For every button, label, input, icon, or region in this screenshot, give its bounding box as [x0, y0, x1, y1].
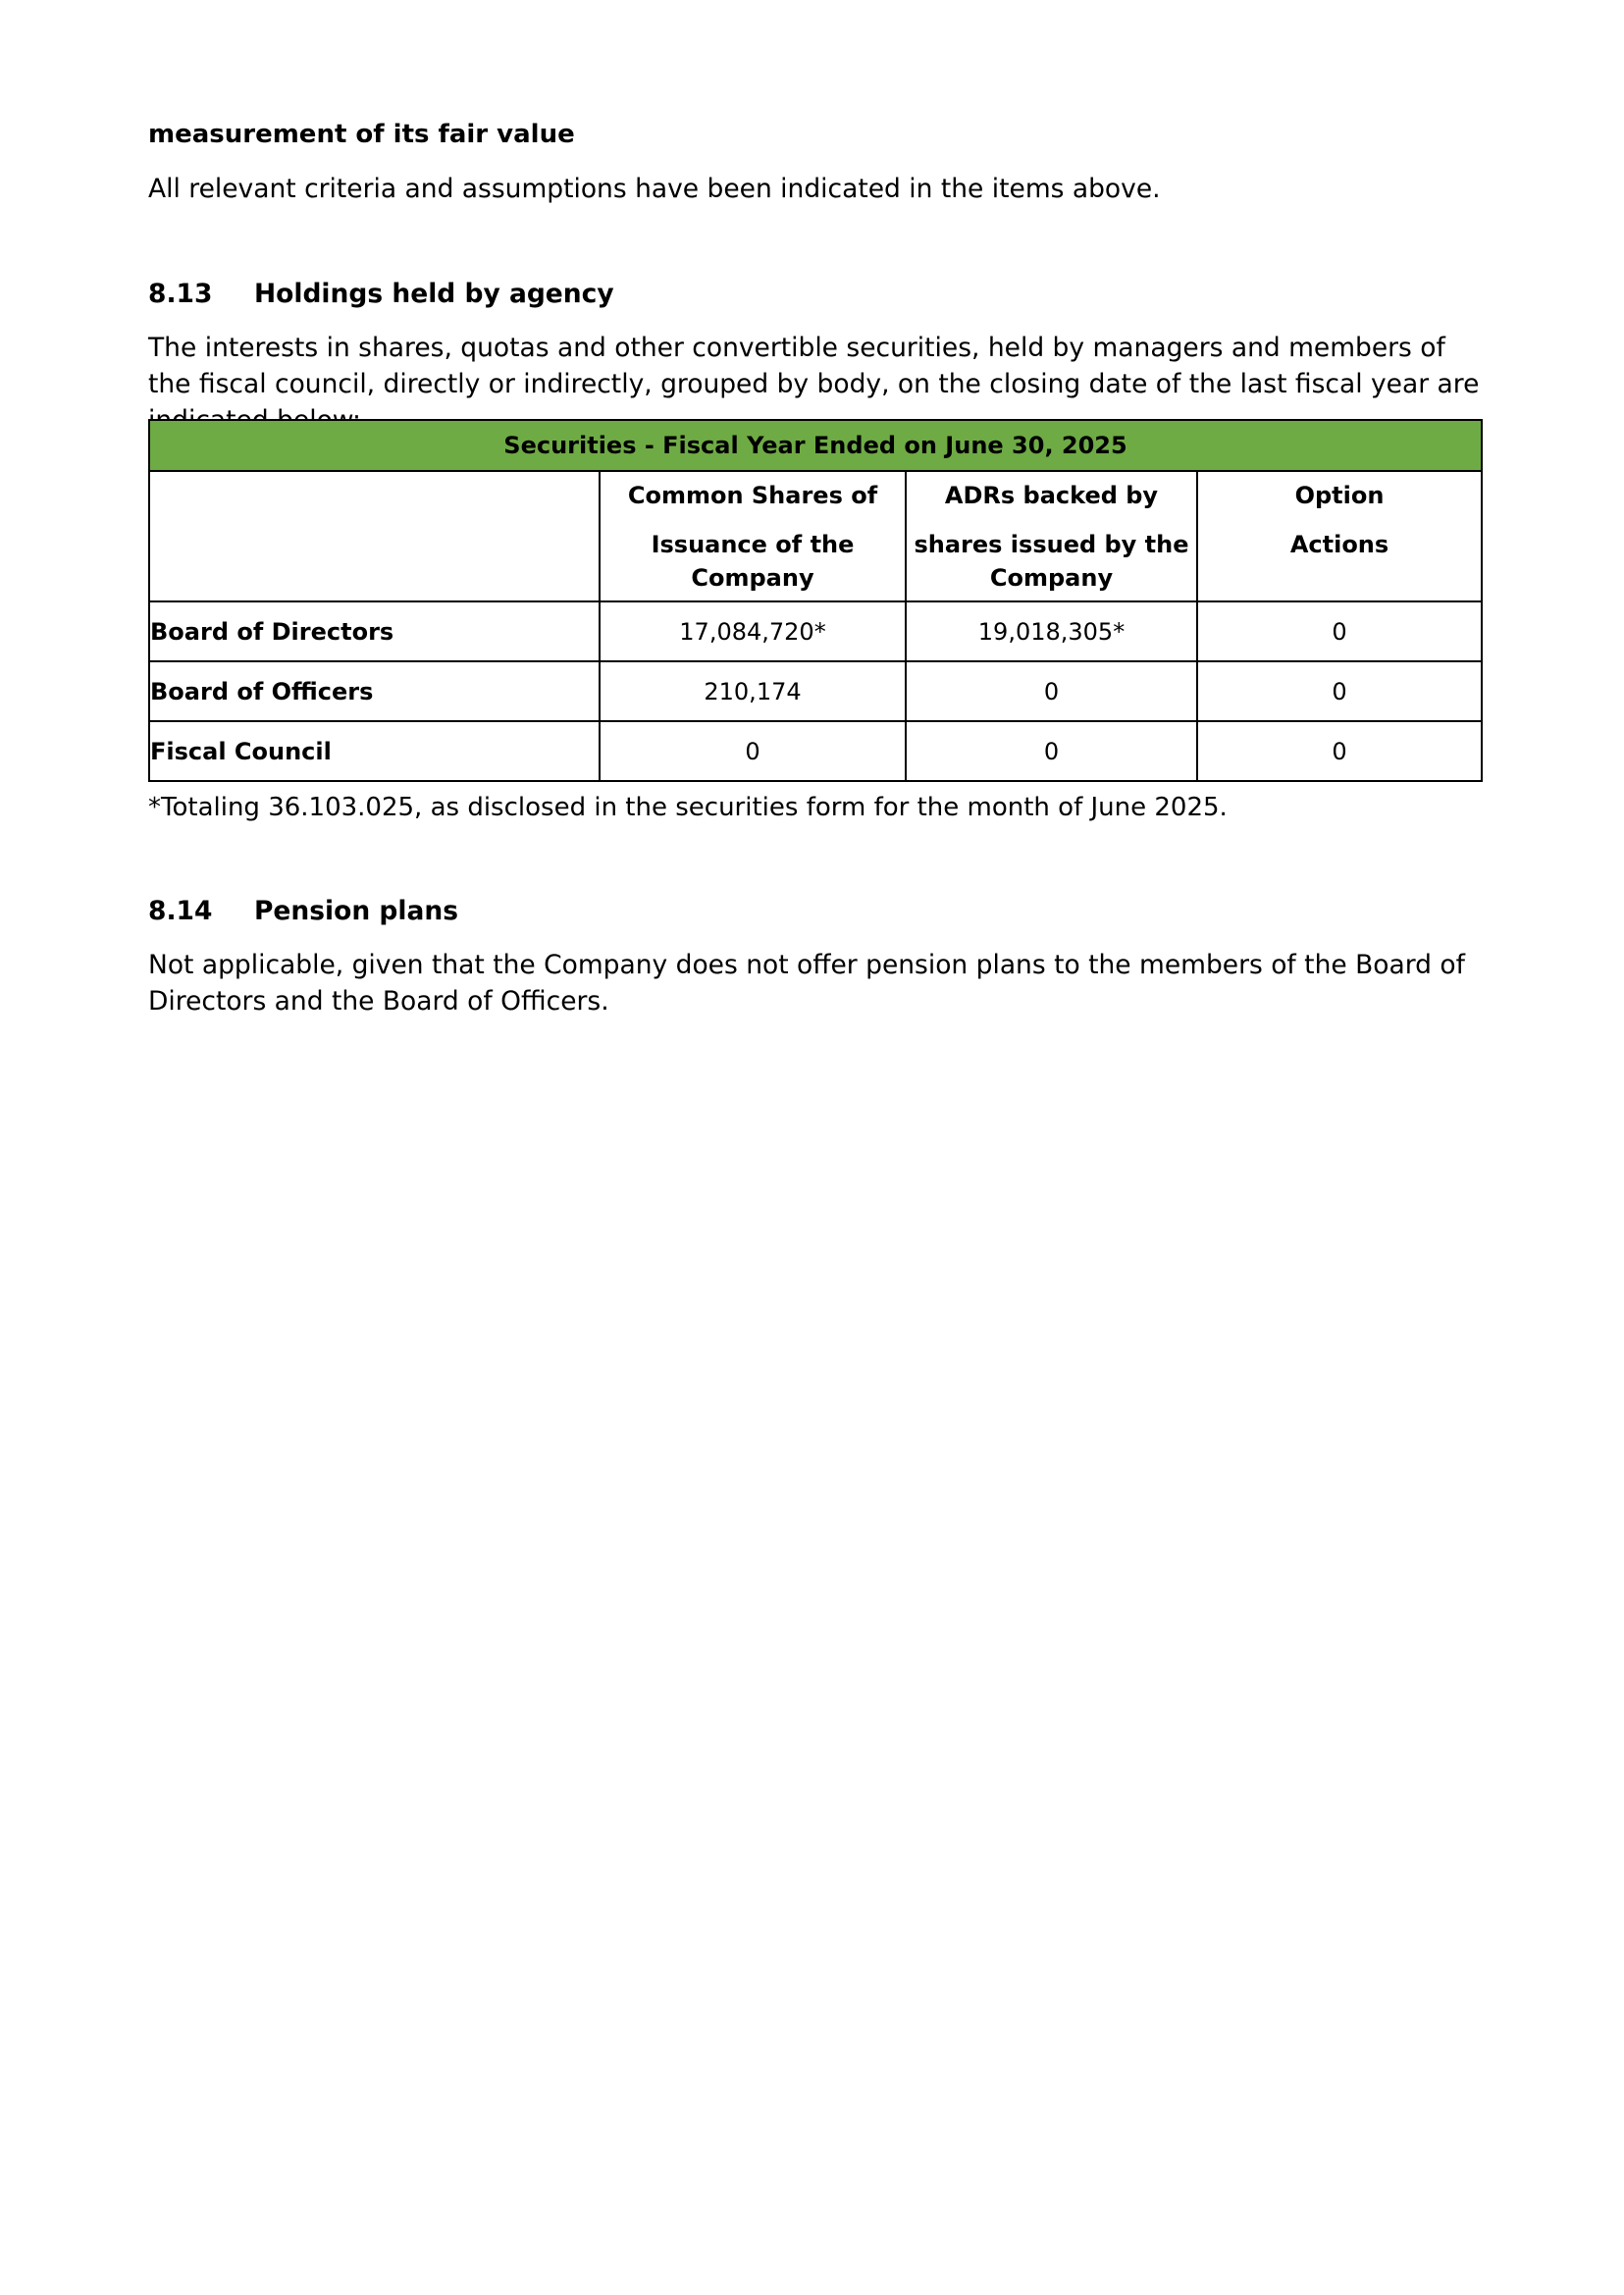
- holdings-table: [148, 419, 1483, 782]
- row-label: Board of Directors: [149, 601, 600, 661]
- table-cell: 0: [1197, 721, 1482, 781]
- header-adrs: [906, 471, 1197, 601]
- table-cell: 0: [600, 721, 906, 781]
- header-adrs-line2: shares issued by the Company: [914, 531, 1189, 592]
- header-common-shares-line1: Common Shares of: [627, 482, 878, 509]
- header-common-shares: [600, 471, 906, 601]
- table-cell: 0: [1197, 601, 1482, 661]
- table-row: [149, 721, 1482, 781]
- table-row: [149, 601, 1482, 661]
- row-label: Fiscal Council: [149, 721, 600, 781]
- header-adrs-line1: ADRs backed by: [944, 482, 1159, 509]
- table-cell: 0: [906, 661, 1197, 721]
- table-cell: 210,174: [600, 661, 906, 721]
- header-option-actions: [1197, 471, 1482, 601]
- table-footnote: *Totaling 36.103.025, as disclosed in the securities form for the month of June 2025.: [148, 793, 1228, 822]
- intro-heading: measurement of its fair value: [148, 120, 575, 149]
- header-empty-cell: [149, 471, 600, 601]
- section-8-13-number: 8.13: [148, 279, 213, 309]
- section-8-14-heading: [148, 896, 458, 926]
- intro-text: All relevant criteria and assumptions have been indicated in the items above.: [148, 174, 1161, 204]
- header-option-line1: Option: [1294, 482, 1385, 509]
- table-cell: 0: [1197, 661, 1482, 721]
- table-header-row: [149, 471, 1482, 601]
- table-cell: 0: [906, 721, 1197, 781]
- table-cell: 19,018,305*: [906, 601, 1197, 661]
- section-8-14-number: 8.14: [148, 896, 213, 926]
- row-label: Board of Officers: [149, 661, 600, 721]
- table-title: Securities - Fiscal Year Ended on June 30, 2025: [149, 420, 1482, 471]
- section-8-13-text: The interests in shares, quotas and other convertible securities, held by managers and members of the fiscal council, directly or indirectly, grouped by body, on the closing date of the last fiscal year are: [148, 333, 1480, 399]
- section-8-14-text: Not applicable, given that the Company does not offer pension plans to the members of the Board of Directors and the Board of Officers.: [148, 950, 1465, 1017]
- table-title-row: [149, 420, 1482, 471]
- table-row: [149, 661, 1482, 721]
- table-cell: 17,084,720*: [600, 601, 906, 661]
- section-8-13-heading: [148, 279, 614, 309]
- section-8-13-title: Holdings held by agency: [254, 279, 614, 309]
- header-common-shares-line2: Issuance of the Company: [651, 531, 855, 592]
- section-8-14-title: Pension plans: [254, 896, 458, 926]
- header-option-line2: Actions: [1289, 531, 1389, 558]
